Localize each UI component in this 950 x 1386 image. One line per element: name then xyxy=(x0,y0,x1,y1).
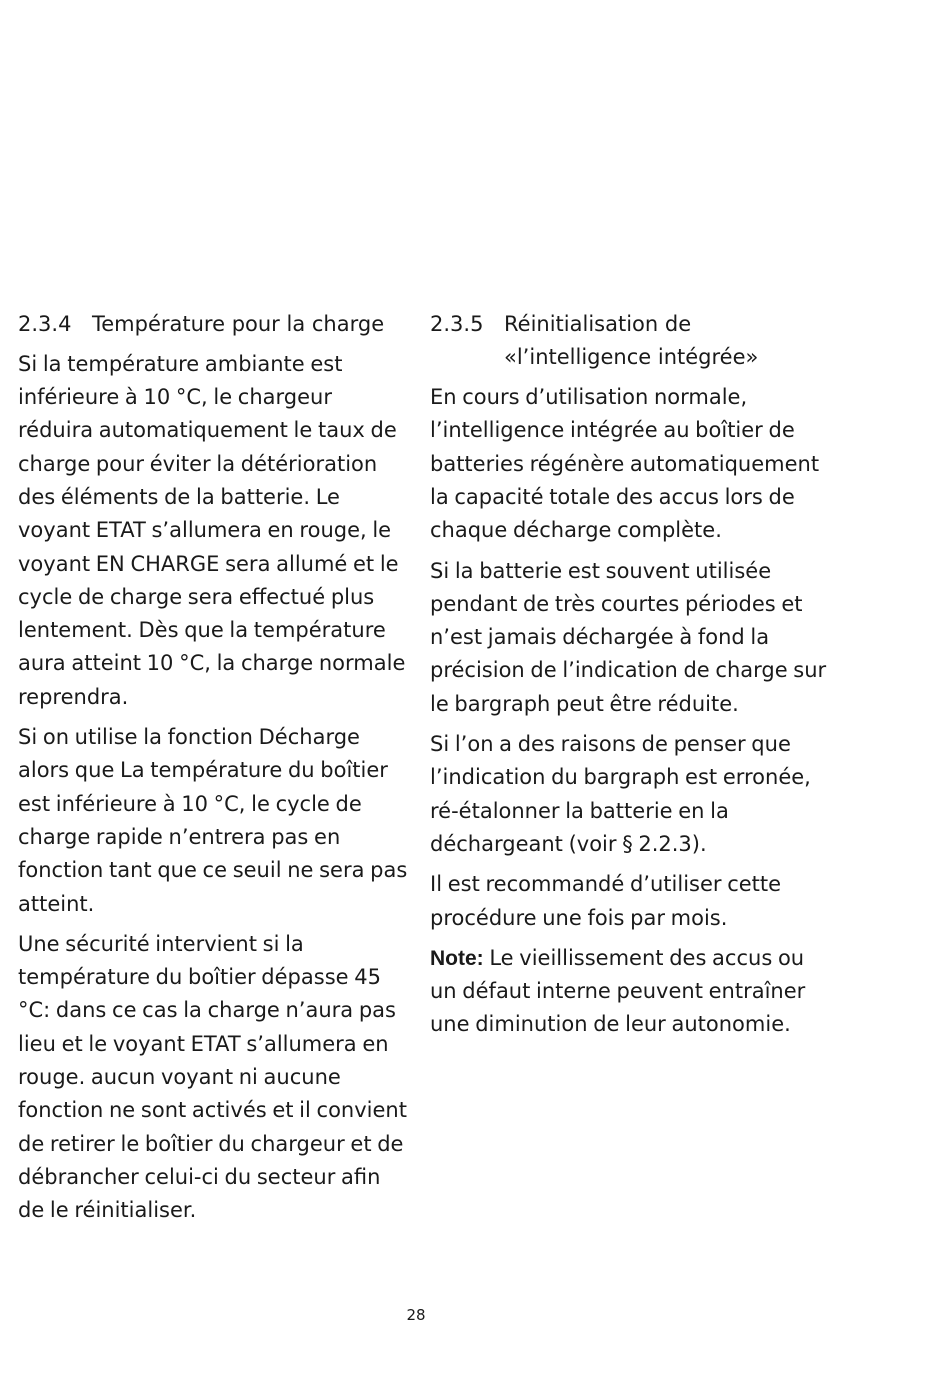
section-title: Température pour la charge xyxy=(92,312,385,336)
note-label: Note: xyxy=(430,946,484,970)
note-text: Le vieillissement des accus ou un défaut interne peuvent entraîner une diminution de leur autonomie. xyxy=(430,945,806,1037)
right-column xyxy=(430,308,830,1049)
paragraph: Une sécurité intervient si la température du boîtier dépasse 45 °C: dans ce cas la charge n’aura pas lieu et le voyant ETAT s’allumera en rouge. aucun voyant ni aucune fonction ne sont activés et il convient de retirer le boîtier du chargeur et de débrancher celui-ci du secteur afin de le réinitialiser. xyxy=(18,931,407,1223)
section-title: Réinitialisation de «l’intelligence intégrée» xyxy=(504,312,759,370)
section-number: 2.3.4 xyxy=(18,312,72,336)
note-paragraph xyxy=(430,942,830,1042)
section-heading-2-3-5 xyxy=(430,308,830,375)
paragraph: En cours d’utilisation normale, l’intelligence intégrée au boîtier de batteries régénère automatiquement la capacité totale des accus lors de chaque décharge complète. xyxy=(430,385,820,543)
left-column xyxy=(18,308,410,1235)
paragraph: Si l’on a des raisons de penser que l’indication du bargraph est erronée, ré-étalonner la batterie en la déchargeant (voir § 2.2.3). xyxy=(430,732,811,856)
paragraph: Si la température ambiante est inférieure à 10 °C, le chargeur réduira automatiquement le taux de charge pour éviter la détérioration des éléments de la batterie. Le voyant ETAT s’allumera en rouge, le voyant EN CHARGE sera allumé et le cycle de charge sera effectué plus lentement. Dès que la température aura atteint 10 °C, la charge normale reprendra. xyxy=(18,351,406,709)
paragraph: Si la batterie est souvent utilisée pendant de très courtes périodes et n’est jamais déchargée à fond la précision de l’indication de charge sur le bargraph peut être réduite. xyxy=(430,558,827,716)
section-number: 2.3.5 xyxy=(430,312,484,336)
paragraph: Si on utilise la fonction Décharge alors que La température du boîtier est inférieure à 10 °C, le cycle de charge rapide n’entrera pas en fonction tant que ce seuil ne sera pas atteint. xyxy=(18,725,408,916)
page-number: 28 xyxy=(406,1306,426,1324)
section-heading-2-3-4 xyxy=(18,308,410,341)
paragraph: Il est recommandé d’utiliser cette procédure une fois par mois. xyxy=(430,872,782,930)
